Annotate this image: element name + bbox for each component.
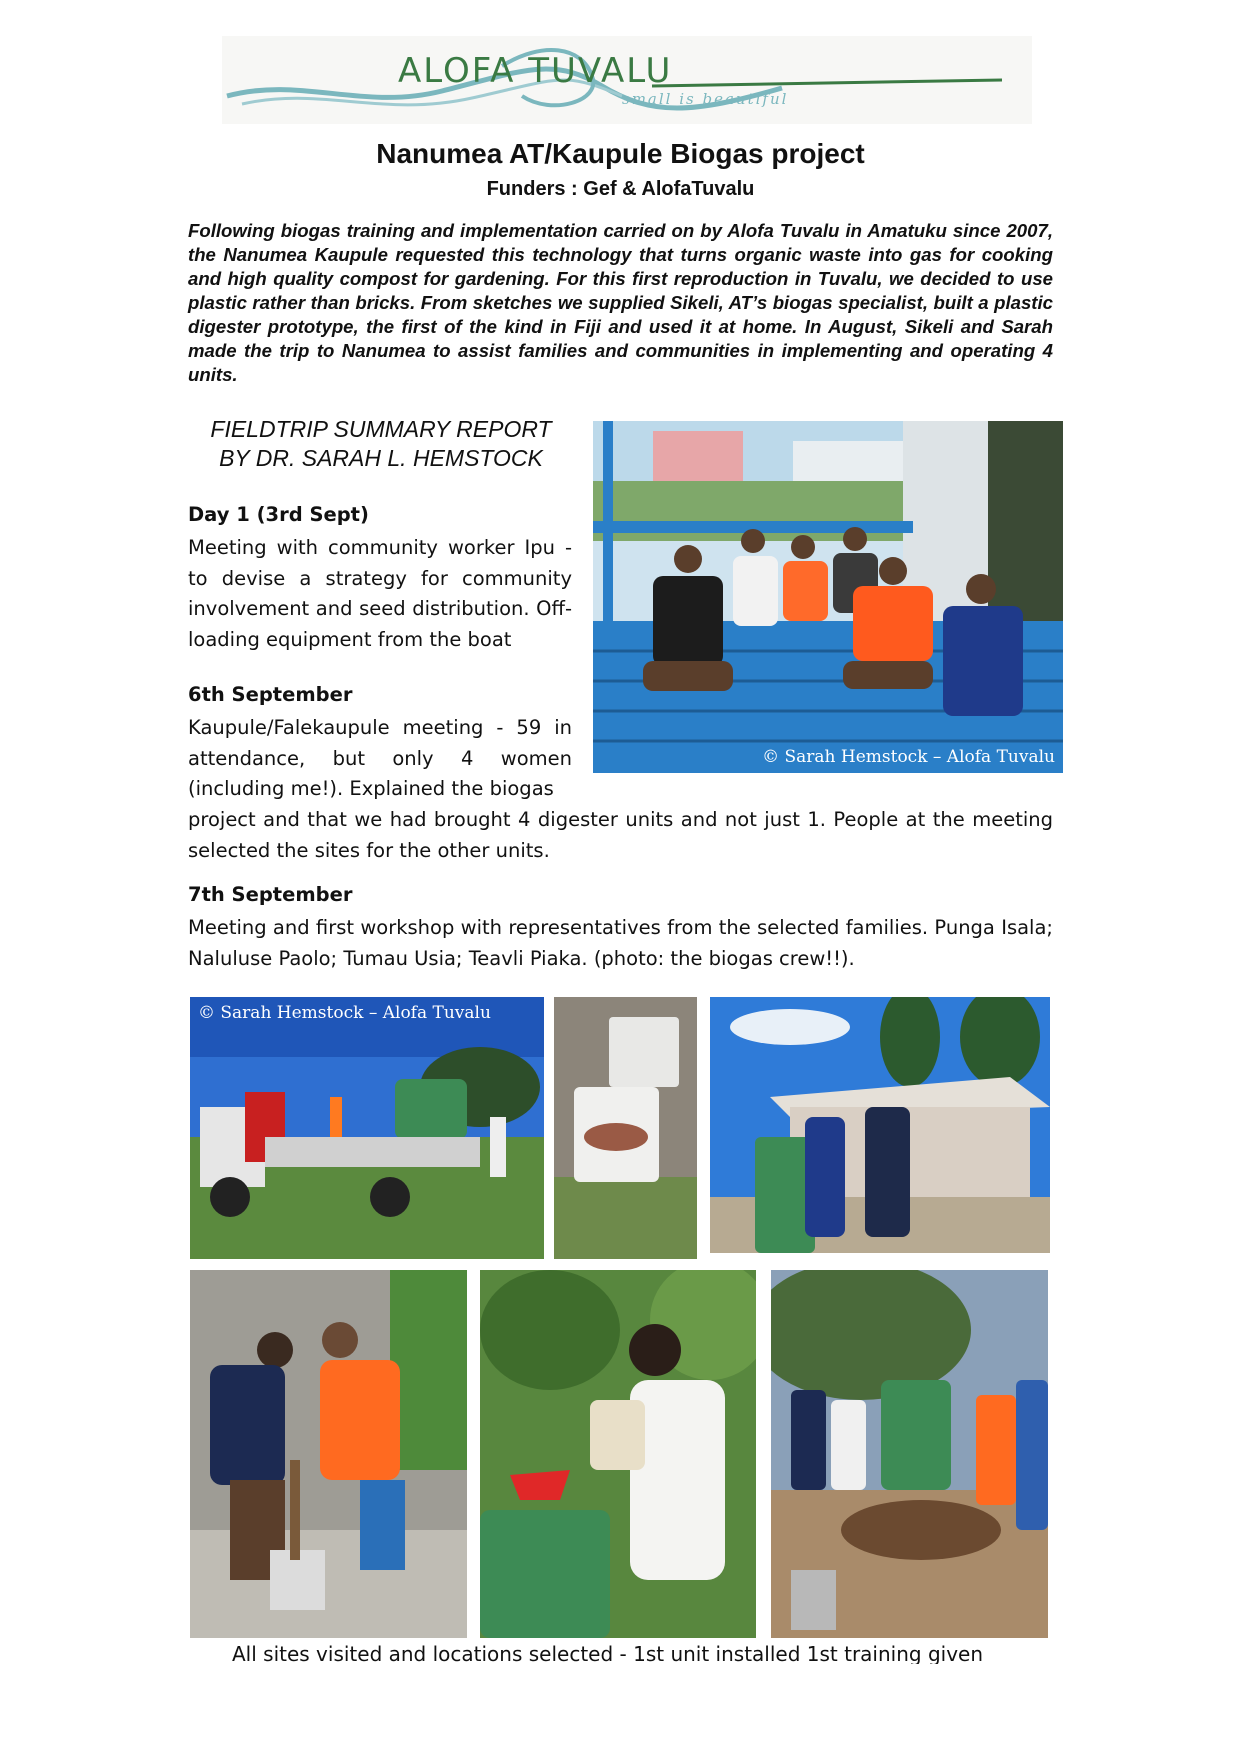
house-digester-photo (710, 997, 1050, 1253)
report-heading-line2: BY DR. SARAH L. HEMSTOCK (219, 445, 543, 471)
report-heading-line1: FIELDTRIP SUMMARY REPORT (210, 416, 552, 442)
day1-heading: Day 1 (3rd Sept) (188, 503, 369, 526)
svg-text:small is beautiful: small is beautiful (622, 90, 789, 108)
post-installation-photo (190, 1270, 467, 1638)
day7-heading: 7th September (188, 883, 353, 906)
truck-unloading-photo (190, 997, 544, 1259)
report-heading (186, 415, 576, 473)
pouring-digester-photo (480, 1270, 756, 1638)
photo-credit: © Sarah Hemstock – Alofa Tuvalu (762, 747, 1055, 767)
page-title: Nanumea AT/Kaupule Biogas project (376, 138, 865, 169)
day6-heading: 6th September (188, 683, 353, 706)
photo-credit-2: © Sarah Hemstock – Alofa Tuvalu (198, 1003, 491, 1023)
day7-text: Meeting and first workshop with representatives from the selected families. Punga Isala; Naluluse Paolo; Tumau Usia; Teavli Piaka. (photo: the biogas crew!!). (188, 916, 1053, 970)
day6-text-wrapped: Kaupule/Falekaupule meeting - 59 in attendance, but only 4 women (including me!). Explained the biogas (188, 716, 572, 800)
intro-paragraph: Following biogas training and implementation carried on by Alofa Tuvalu in Amatuku since 2007, the Nanumea Kaupule requested this technology that turns organic waste into gas for cooking and high quality compost for gardening. For this first reproduction in Tuvalu, we decided to use plastic rather than bricks. From sketches we supplied Sikeli, AT’s biogas specialist, built a plastic digester prototype, the first of the kind in Fiji and used it at home. In August, Sikeli and Sarah made the trip to Nanumea to assist families and communities in implementing and operating 4 units. (188, 220, 1053, 385)
day1-text: Meeting with community worker Ipu - to devise a strategy for community involvement and seed distribution. Off-loading equipment from the boat (188, 536, 572, 651)
biogas-crew-photo (593, 421, 1063, 773)
compost-buckets-photo (554, 997, 697, 1259)
digging-site-photo (771, 1270, 1048, 1638)
alofa-tuvalu-logo (222, 36, 1032, 124)
svg-text:ALOFA TUVALU: ALOFA TUVALU (398, 51, 673, 91)
photo-caption: All sites visited and locations selected - 1st unit installed 1st training given (232, 1642, 984, 1664)
funders-subtitle: Funders : Gef & AlofaTuvalu (486, 178, 755, 200)
day6-text-full: project and that we had brought 4 digester units and not just 1. People at the meeting selected the sites for the other units. (188, 808, 1053, 862)
